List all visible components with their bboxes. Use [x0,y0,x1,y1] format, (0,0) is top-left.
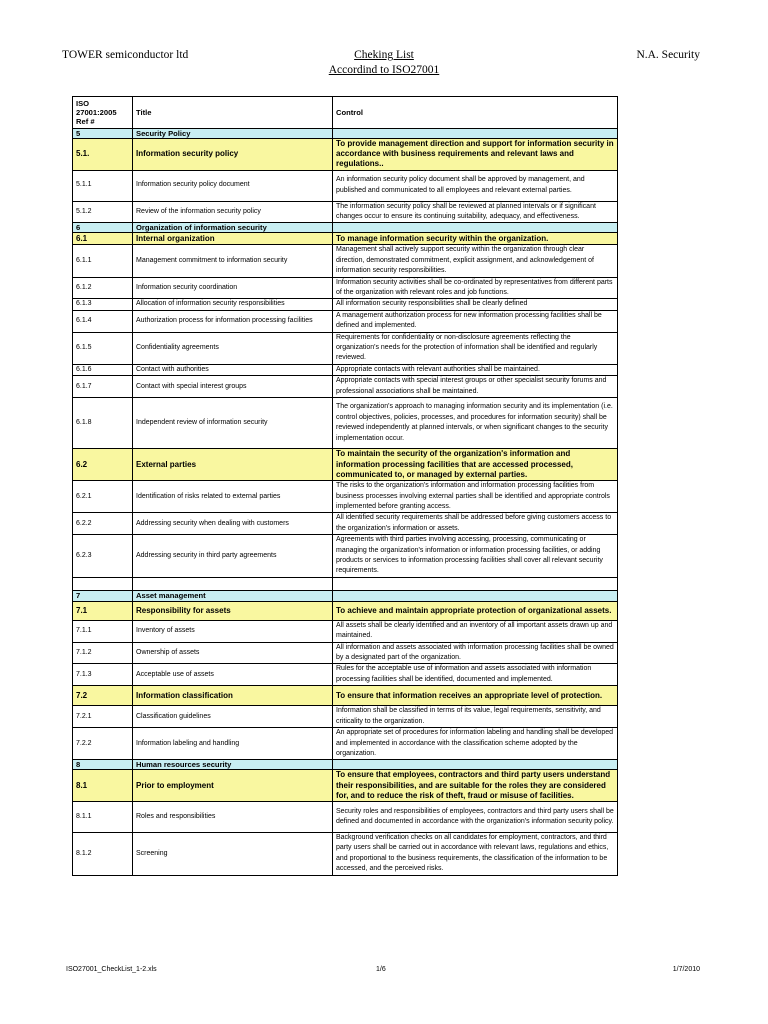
objective-row [73,770,618,802]
title-cell: Independent review of information security [133,398,333,449]
title-cell: Security Policy [133,129,333,139]
control-cell: All assets shall be clearly identified and an inventory of all important assets drawn up and maintained. [333,620,618,642]
table-row [73,642,618,664]
title-cell: Acceptable use of assets [133,664,333,686]
control-cell: Information shall be classified in terms of its value, legal requirements, sensitivity, and criticality to the organization. [333,706,618,728]
title-cell: Review of the information security policy [133,201,333,223]
section-row [73,223,618,233]
ref-cell: 7.2.1 [73,706,133,728]
footer-date: 1/7/2010 [672,966,700,973]
control-cell: The information security policy shall be reviewed at planned intervals or if significant changes occur to ensure its continuing suitability, adequacy, and effectiveness. [333,201,618,223]
table-row [73,728,618,760]
col-header-control: Control [333,97,618,129]
control-cell [333,129,618,139]
title-cell: Classification guidelines [133,706,333,728]
title-cell: Organization of information security [133,223,333,233]
ref-cell: 7.1.1 [73,620,133,642]
title-cell: Identification of risks related to external parties [133,481,333,513]
ref-cell: 6.1.2 [73,277,133,299]
control-cell [333,760,618,770]
ref-cell: 6 [73,223,133,233]
control-cell: Appropriate contacts with relevant authorities shall be maintained. [333,364,618,375]
title-cell: Responsibility for assets [133,601,333,620]
title-line-2: Accordind to ISO27001 [328,64,440,76]
ref-cell: 6.2 [73,449,133,481]
title-cell: Ownership of assets [133,642,333,664]
title-cell: Addressing security when dealing with customers [133,513,333,535]
title-cell: Information classification [133,686,333,706]
ref-cell: 8.1.1 [73,802,133,833]
control-cell: A management authorization process for new information processing facilities shall be defined and implemented. [333,310,618,332]
ref-cell: 5 [73,129,133,139]
department-name: N.A. Security [636,49,700,61]
section-row [73,590,618,601]
title-cell: Asset management [133,590,333,601]
table-row [73,664,618,686]
ref-cell: 7.1.3 [73,664,133,686]
title-cell: Information security policy document [133,170,333,201]
objective-row [73,233,618,245]
title-cell: Information security coordination [133,277,333,299]
section-row [73,760,618,770]
title-cell: Contact with special interest groups [133,376,333,398]
table-row [73,376,618,398]
objective-row [73,449,618,481]
control-cell: To provide management direction and support for information security in accordance with business requirements and relevant laws and regulations.. [333,139,618,171]
ref-cell [73,577,133,590]
ref-cell: 6.1.5 [73,332,133,364]
title-cell: Allocation of information security responsibilities [133,299,333,310]
control-cell: To achieve and maintain appropriate protection of organizational assets. [333,601,618,620]
ref-cell: 8.1 [73,770,133,802]
objective-row [73,686,618,706]
ref-cell: 8.1.2 [73,833,133,876]
ref-cell: 7.1 [73,601,133,620]
table-row [73,620,618,642]
table-row [73,481,618,513]
control-cell: An appropriate set of procedures for information labeling and handling shall be developed and implemented in accordance with the classification scheme adopted by the organization. [333,728,618,760]
control-cell: All identified security requirements shall be addressed before giving customers access to the organization's information or assets. [333,513,618,535]
control-cell: Background verification checks on all candidates for employment, contractors, and third party users shall be carried out in accordance with relevant laws, regulations and ethics, and proportional to the business requirements, the classification of the information to be accessed, and the perceived risks. [333,833,618,876]
ref-cell: 6.1.7 [73,376,133,398]
table-row [73,310,618,332]
ref-cell: 6.2.1 [73,481,133,513]
title-cell: Human resources security [133,760,333,770]
control-cell: An information security policy document shall be approved by management, and published and communicated to all employees and relevant external parties. [333,170,618,201]
ref-cell: 5.1.2 [73,201,133,223]
title-cell: External parties [133,449,333,481]
table-row [73,245,618,277]
table-row [73,170,618,201]
ref-cell: 7 [73,590,133,601]
table-row [73,364,618,375]
table-row [73,332,618,364]
objective-row [73,601,618,620]
blank-row [73,577,618,590]
control-cell [333,577,618,590]
control-cell: Management shall actively support security within the organization through clear direction, demonstrated commitment, explicit assignment, and acknowledgement of information security responsibilities. [333,245,618,277]
title-cell: Contact with authorities [133,364,333,375]
table-row [73,299,618,310]
table-row [73,833,618,876]
control-cell: Rules for the acceptable use of information and assets associated with information processing facilities shall be identified, documented and implemented. [333,664,618,686]
control-cell: To ensure that information receives an appropriate level of protection. [333,686,618,706]
footer-filename: ISO27001_CheckList_1-2.xls [66,966,157,973]
col-header-ref: ISO 27001:2005 Ref # [73,97,133,129]
ref-cell: 6.1.1 [73,245,133,277]
title-cell [133,577,333,590]
control-cell: The risks to the organization's information and information processing facilities from business processes involving external parties shall be identified and appropriate controls implemented before granting access. [333,481,618,513]
title-cell: Roles and responsibilities [133,802,333,833]
control-cell: Appropriate contacts with special interest groups or other specialist security forums and professional associations shall be maintained. [333,376,618,398]
title-cell: Information labeling and handling [133,728,333,760]
control-cell: The organization's approach to managing information security and its implementation (i.e. control objectives, policies, processes, and procedures for information security) shall be reviewed independently at planned intervals, or when significant changes to the security implementation occur. [333,398,618,449]
title-cell: Confidentiality agreements [133,332,333,364]
ref-cell: 6.1.3 [73,299,133,310]
title-line-1: Cheking List [354,49,414,61]
table-row [73,201,618,223]
ref-cell: 6.1.6 [73,364,133,375]
table-row [73,535,618,578]
control-cell: All information security responsibilities shall be clearly defined [333,299,618,310]
table-row [73,398,618,449]
control-cell: Requirements for confidentiality or non-disclosure agreements reflecting the organization's needs for the protection of information shall be identified and regularly reviewed. [333,332,618,364]
control-cell [333,590,618,601]
ref-cell: 6.2.2 [73,513,133,535]
title-cell: Prior to employment [133,770,333,802]
title-cell: Management commitment to information security [133,245,333,277]
title-cell: Addressing security in third party agreements [133,535,333,578]
title-cell: Inventory of assets [133,620,333,642]
control-cell: Information security activities shall be co-ordinated by representatives from different parts of the organization with relevant roles and job functions. [333,277,618,299]
company-name: TOWER semiconductor ltd [62,49,189,61]
table-row [73,706,618,728]
table-row [73,802,618,833]
control-cell: Security roles and responsibilities of employees, contractors and third party users shall be defined and documented in accordance with the organization's information security policy. [333,802,618,833]
table-header-row [73,97,618,129]
title-cell: Information security policy [133,139,333,171]
ref-cell: 8 [73,760,133,770]
control-cell: All information and assets associated with information processing facilities shall be owned by a designated part of the organization. [333,642,618,664]
footer-page-number: 1/6 [376,966,386,973]
table-row [73,513,618,535]
ref-cell: 5.1.1 [73,170,133,201]
ref-cell: 7.2.2 [73,728,133,760]
ref-cell: 5.1. [73,139,133,171]
ref-cell: 7.1.2 [73,642,133,664]
control-cell [333,223,618,233]
objective-row [73,139,618,171]
ref-cell: 6.1.4 [73,310,133,332]
col-header-title: Title [133,97,333,129]
ref-cell: 6.2.3 [73,535,133,578]
ref-cell: 7.2 [73,686,133,706]
control-cell: To manage information security within the organization. [333,233,618,245]
control-cell: To ensure that employees, contractors and third party users understand their responsibilities, and are suitable for the roles they are considered for, and to reduce the risk of theft, fraud or misuse of facilities. [333,770,618,802]
title-cell: Internal organization [133,233,333,245]
title-cell: Authorization process for information processing facilities [133,310,333,332]
ref-cell: 6.1.8 [73,398,133,449]
checklist-table [72,96,618,876]
ref-cell: 6.1 [73,233,133,245]
control-cell: Agreements with third parties involving accessing, processing, communicating or managing the organization's information or information processing facilities, or adding products or services to information processing facilities shall cover all relevant security requirements. [333,535,618,578]
section-row [73,129,618,139]
table-row [73,277,618,299]
control-cell: To maintain the security of the organization's information and information processing facilities that are accessed processed, communicated to, or managed by external parties. [333,449,618,481]
title-cell: Screening [133,833,333,876]
